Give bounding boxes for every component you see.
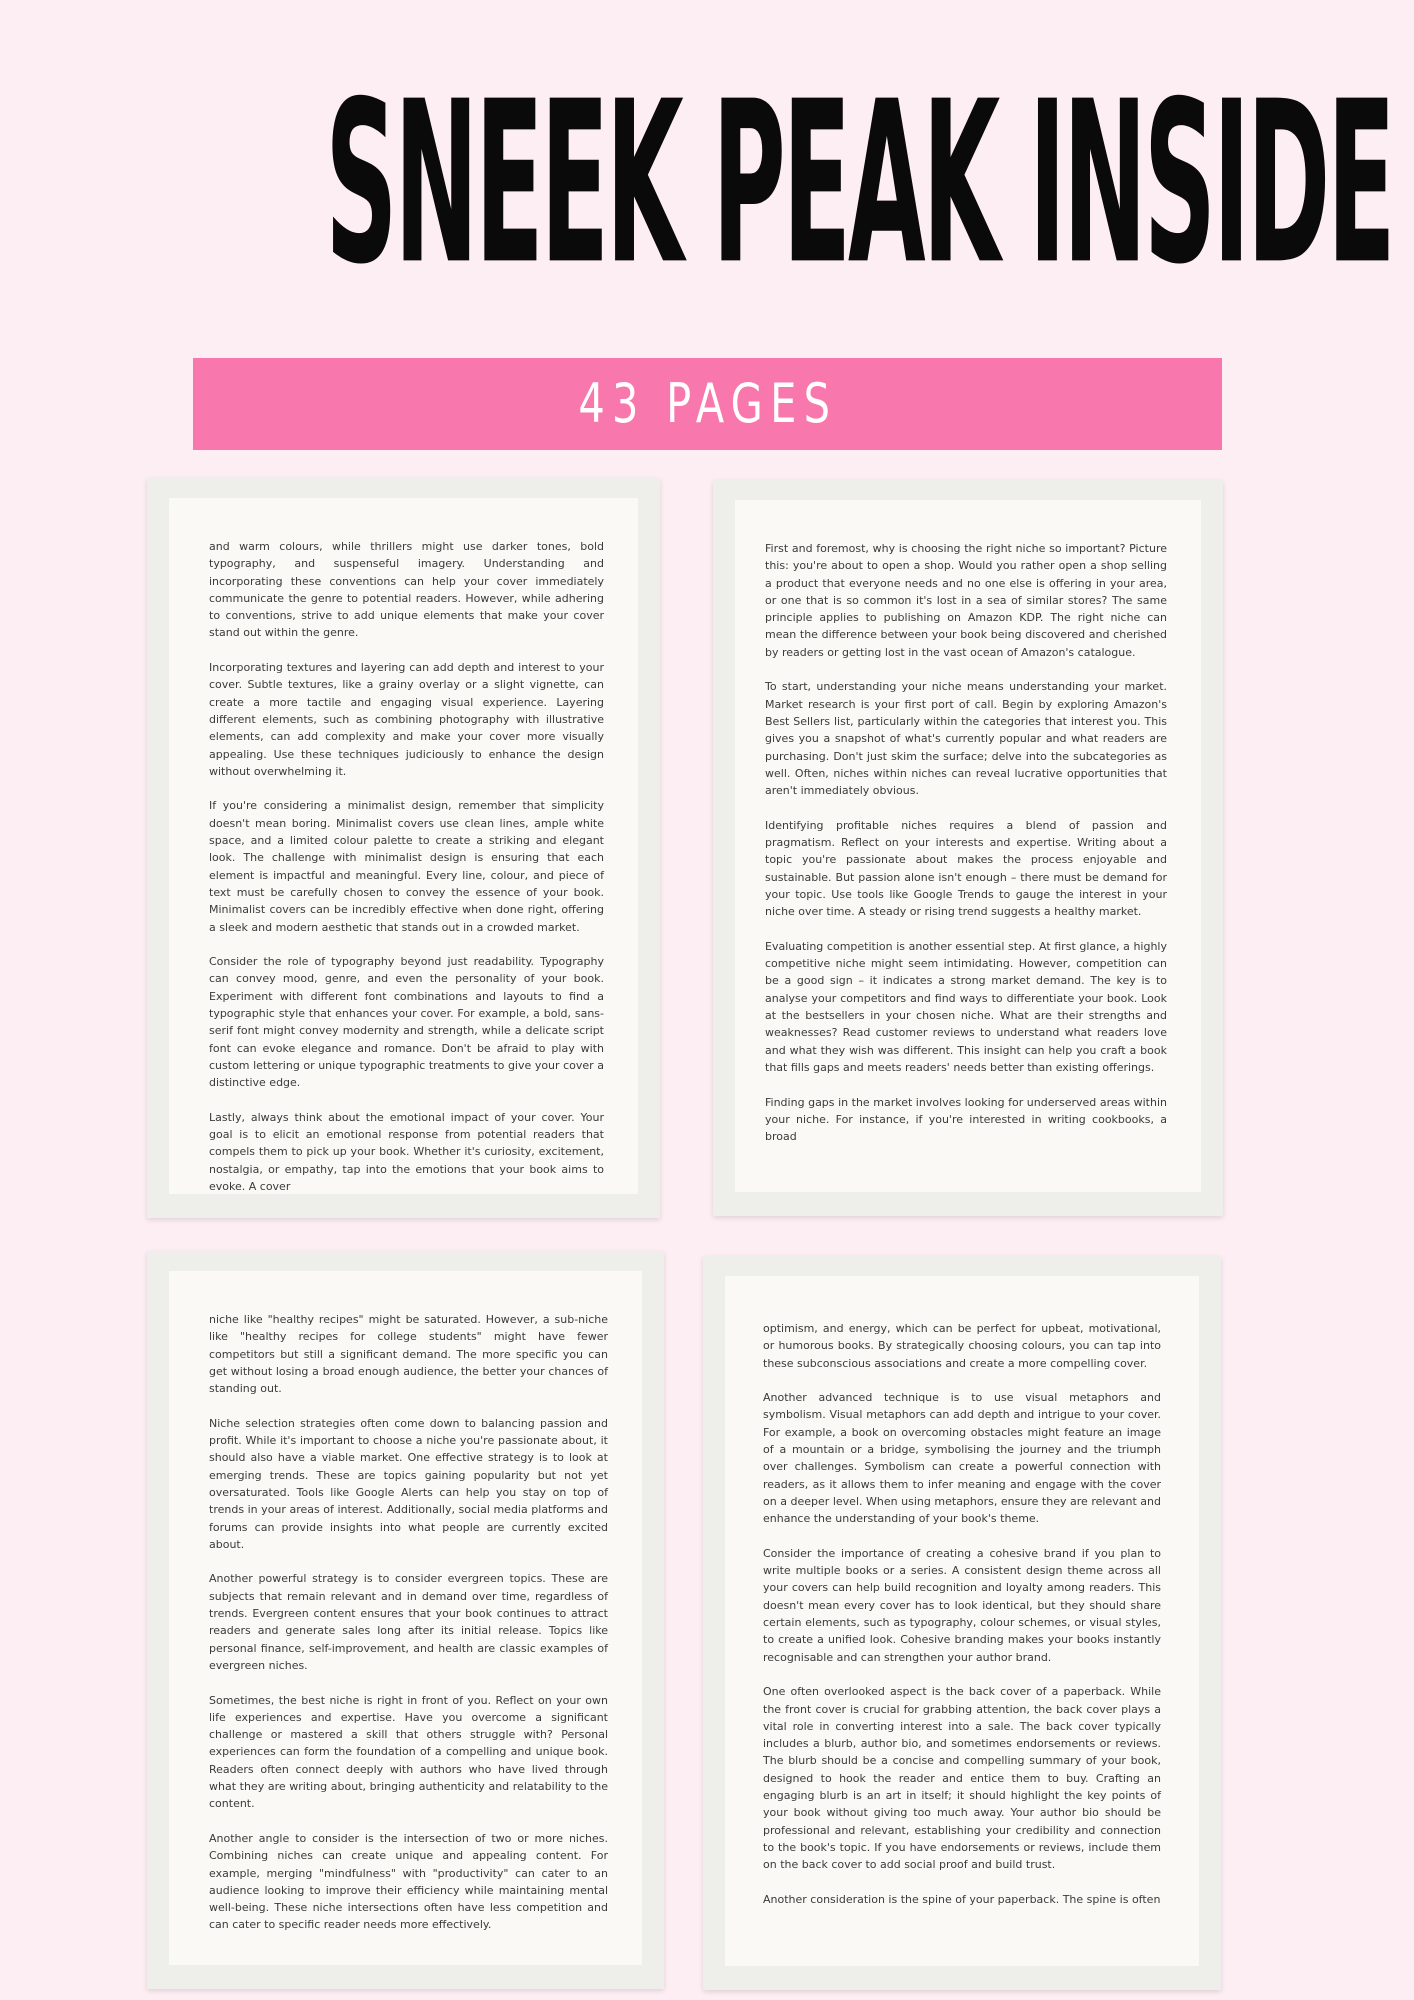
paragraph: Incorporating textures and layering can add depth and interest to your cover. Subtle textures, like a grainy overlay or a slight vignette, can create a more tactile and engaging visual experience. Layering different elements, such as combining photography with illustrative elements, can add complexity and make your cover more visually appealing. Use these techniques judiciously to enhance the design without overwhelming it.: [209, 661, 604, 778]
paragraph: niche like "healthy recipes" might be saturated. However, a sub-niche like "healthy recipes for college students" might have fewer competitors but still a significant demand. The more specific you can get without losing a broad enough audience, the better your chances of standing out.: [209, 1313, 608, 1396]
paragraph: Lastly, always think about the emotional impact of your cover. Your goal is to elicit an emotional response from potential readers that compels them to pick up your book. Whether it's curiosity, excitement, nostalgia, or empathy, tap into the emotions that your book aims to evoke. A cover: [209, 1110, 604, 1193]
preview-page-1: [147, 478, 660, 1218]
paragraph: Identifying profitable niches requires a blend of passion and pragmatism. Reflect on your interests and expertise. Writing about a topic you're passionate about makes the process enjoyable and sustainable. But passion alone isn't enough – there must be demand for your topic. Use tools like Google Trends to gauge the interest in your niche over time. A steady or rising trend suggests a healthy market.: [765, 818, 1167, 919]
paragraph: Another advanced technique is to use visual metaphors and symbolism. Visual metaphors can add depth and intrigue to your cover. For example, a book on overcoming obstacles might feature an image of a mountain or a bridge, symbolising the journey and the triumph over challenges. Symbolism can create a powerful connection with readers, as it allows them to infer meaning and engage with the cover on a deeper level. When using metaphors, ensure they are relevant and enhance the understanding of your book's theme.: [763, 1391, 1161, 1526]
paragraph: Finding gaps in the market involves looking for underserved areas within your niche. For instance, if you're interested in writing cookbooks, a broad: [765, 1095, 1167, 1144]
page-body: [209, 1311, 608, 1951]
paragraph: optimism, and energy, which can be perfect for upbeat, motivational, or humorous books. By strategically choosing colours, you can tap into these subconscious associations and create a more compelling cover.: [763, 1322, 1161, 1370]
page-body: [209, 538, 604, 1213]
paragraph: Another consideration is the spine of your paperback. The spine is often: [763, 1892, 1161, 1906]
page-title: SNEEK PEAK INSIDE: [325, 52, 1393, 314]
paragraph: Consider the importance of creating a cohesive brand if you plan to write multiple books or a series. A consistent design theme across all your covers can help build recognition and loyalty among readers. This doesn't mean every cover has to look identical, but they should share certain elements, such as typography, colour schemes, or visual styles, to create a unified look. Cohesive branding makes your books instantly recognisable and can strengthen your author brand.: [763, 1546, 1161, 1664]
paragraph: To start, understanding your niche means understanding your market. Market research is your first port of call. Begin by exploring Amazon's Best Sellers list, particularly within the categories that interest you. This gives you a snapshot of what's currently popular and what readers are purchasing. Don't just skim the surface; delve into the subcategories as well. Often, niches within niches can reveal lucrative opportunities that aren't immediately obvious.: [765, 680, 1167, 798]
page-count-label: 43 PAGES: [578, 372, 837, 436]
preview-page-3: [147, 1251, 664, 1989]
paragraph: First and foremost, why is choosing the right niche so important? Picture this: you're about to open a shop. Would you rather open a shop selling a product that everyone needs and no one else is offering in your area, or one that is so common it's lost in a sea of similar stores? The same principle applies to publishing on Amazon KDP. The right niche can mean the difference between your book being discovered and cherished by readers or getting lost in the vast ocean of Amazon's catalogue.: [765, 542, 1167, 659]
paragraph: Another powerful strategy is to consider evergreen topics. These are subjects that remain relevant and in demand over time, regardless of trends. Evergreen content ensures that your book continues to attract readers and generate sales long after its initial release. Topics like personal finance, self-improvement, and health are classic examples of evergreen niches.: [209, 1572, 608, 1672]
paragraph: Evaluating competition is another essential step. At first glance, a highly competitive niche might seem intimidating. However, competition can be a good sign – it indicates a strong market demand. The key is to analyse your competitors and find ways to differentiate your book. Look at the bestsellers in your chosen niche. What are their strengths and weaknesses? Read customer reviews to understand what readers love and what they wish was different. This insight can help you craft a book that fills gaps and meets readers' needs better than existing offerings.: [765, 939, 1167, 1074]
paragraph: Another angle to consider is the intersection of two or more niches. Combining niches can create unique and appealing content. For example, merging "mindfulness" with "productivity" can cater to an audience looking to improve their efficiency while maintaining mental well-being. These niche intersections often have less competition and can cater to specific reader needs more effectively.: [209, 1831, 608, 1932]
paragraph: One often overlooked aspect is the back cover of a paperback. While the front cover is crucial for grabbing attention, the back cover plays a vital role in converting interest into a sale. The back cover typically includes a blurb, author bio, and sometimes endorsements or reviews. The blurb should be a concise and compelling summary of your book, designed to hook the reader and entice them to buy. Crafting an engaging blurb is an art in itself; it should highlight the key points of your book without giving too much away. Your author bio should be professional and relevant, establishing your credibility and connection to the book's topic. If you have endorsements or reviews, include them on the back cover to add social proof and build trust.: [763, 1685, 1161, 1872]
paragraph: Niche selection strategies often come down to balancing passion and profit. While it's important to choose a niche you're passionate about, it should also have a viable market. One effective strategy is to look at emerging trends. These are topics gaining popularity but not yet oversaturated. Tools like Google Alerts can help you stay on top of trends in your areas of interest. Additionally, social media platforms and forums can provide insights into what people are currently excited about.: [209, 1416, 608, 1551]
preview-page-2: [713, 480, 1223, 1216]
preview-page-4: [703, 1256, 1221, 1990]
page-count-banner: [193, 358, 1222, 450]
paragraph: and warm colours, while thrillers might use darker tones, bold typography, and suspenseful imagery. Understanding and incorporating these conventions can help your cover immediately communicate the genre to potential readers. However, while adhering to conventions, strive to add unique elements that make your cover stand out within the genre.: [209, 540, 604, 640]
paragraph: Sometimes, the best niche is right in front of you. Reflect on your own life experiences and expertise. Have you overcome a significant challenge or mastered a skill that others struggle with? Personal experiences can form the foundation of a compelling and unique book. Readers often connect deeply with authors who have lived through what they are writing about, bringing authenticity and relatability to the content.: [209, 1693, 608, 1811]
page-body: [765, 540, 1167, 1163]
paragraph: Consider the role of typography beyond just readability. Typography can convey mood, genre, and even the personality of your book. Experiment with different font combinations and layouts to find a typographic style that enhances your cover. For example, a bold, sans-serif font might convey modernity and strength, while a delicate script font can evoke elegance and romance. Don't be afraid to play with custom lettering or unique typographic treatments to give your cover a distinctive edge.: [209, 955, 604, 1090]
page-body: [763, 1320, 1161, 1925]
paragraph: If you're considering a minimalist design, remember that simplicity doesn't mean boring. Minimalist covers use clean lines, ample white space, and a limited colour palette to create a striking and elegant look. The challenge with minimalist design is ensuring that each element is impactful and meaningful. Every line, colour, and piece of text must be carefully chosen to convey the essence of your book. Minimalist covers can be incredibly effective when done right, offering a sleek and modern aesthetic that stands out in a crowded market.: [209, 799, 604, 934]
